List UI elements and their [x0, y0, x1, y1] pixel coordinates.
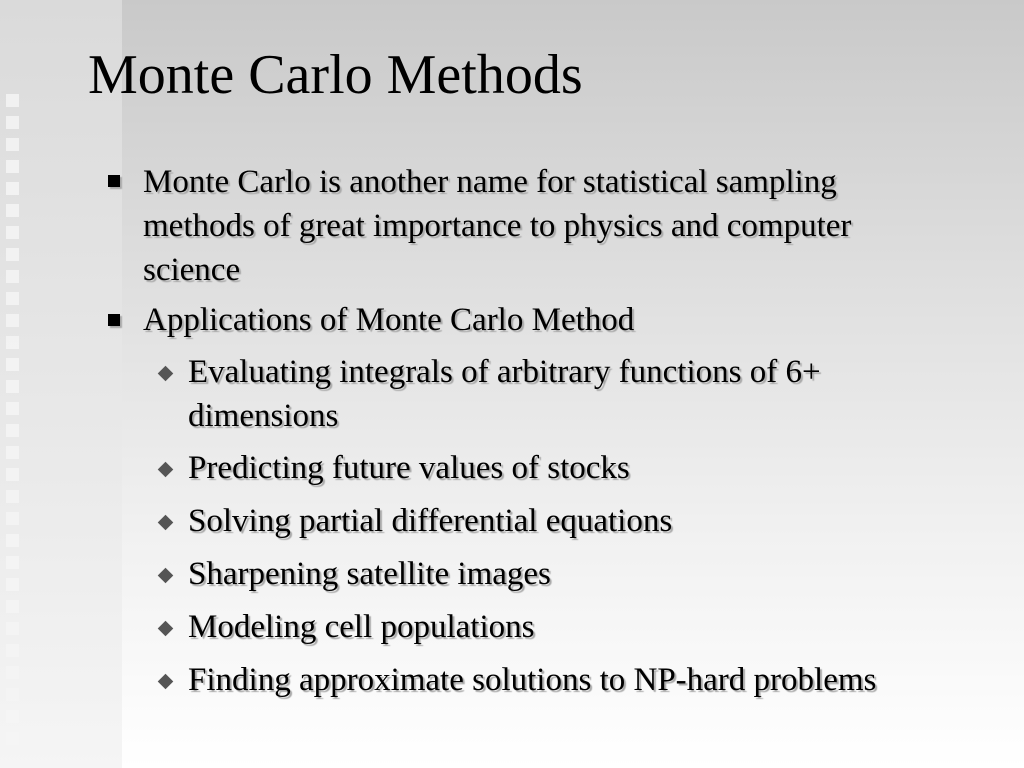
sub-bullet-item: Sharpening satellite images	[188, 556, 551, 592]
slide-title: Monte Carlo Methods	[88, 44, 583, 106]
diamond-bullet-icon	[158, 515, 174, 531]
sub-bullet-item: Evaluating integrals of arbitrary functions of 6+ dimensions	[188, 354, 821, 434]
sub-bullet-item: Solving partial differential equations	[188, 503, 673, 539]
sub-bullet-item: Predicting future values of stocks	[188, 450, 630, 486]
bullet-item-applications: Applications of Monte Carlo Method	[143, 302, 635, 338]
sub-bullet-item: Finding approximate solutions to NP-hard problems	[188, 662, 877, 698]
square-bullet-icon	[108, 314, 120, 326]
diamond-bullet-icon	[158, 462, 174, 478]
square-bullet-icon	[108, 175, 120, 187]
diamond-bullet-icon	[158, 621, 174, 637]
diamond-bullet-icon	[158, 674, 174, 690]
bullet-item-definition: Monte Carlo is another name for statistical sampling methods of great importance to physics and computer science	[143, 164, 852, 288]
diamond-bullet-icon	[158, 366, 174, 382]
sub-bullet-item: Modeling cell populations	[188, 609, 535, 645]
diamond-bullet-icon	[158, 568, 174, 584]
